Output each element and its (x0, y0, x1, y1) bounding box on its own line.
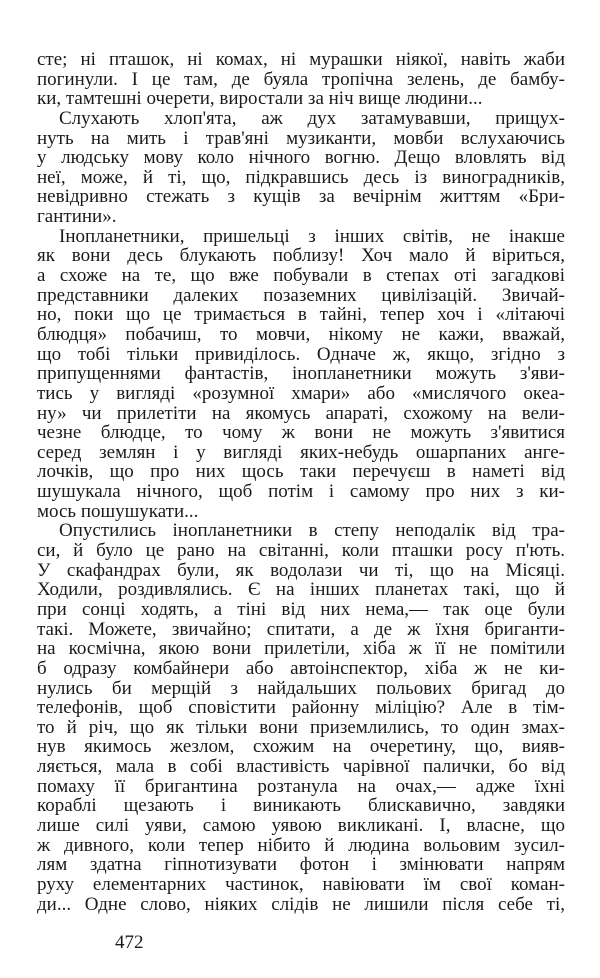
text-line: такі. Можете, звичайно; спитати, а де ж їхня бриганти- (37, 618, 565, 640)
text-line: неї, може, й ті, що, підкравшись десь із виноградників, (37, 166, 565, 188)
text-line: У скафандрах були, як водолази чи ті, що на Місяці. (37, 559, 565, 581)
text-line: Ходили, роздивлялись. Є на інших планетах такі, що й (37, 579, 565, 601)
text-line: у людську мову коло нічного вогню. Дещо вловлять від (37, 147, 565, 169)
text-line: на космічна, якою вони прилетіли, хіба ж її не помітили (37, 638, 565, 660)
text-line: но, поки що це тримається в тайні, тепер хоч і «літаючі (37, 304, 565, 326)
text-line: шушукала нічного, щоб потім і самому про них з ки- (37, 481, 565, 503)
text-line: руху елементарних частинок, навіювати їм свої коман- (37, 873, 565, 895)
text-line: ди... Одне слово, ніяких слідів не лишили після себе ті, (37, 893, 565, 915)
paragraph (37, 50, 565, 109)
text-line: Слухають хлоп'ята, аж дух затамувавши, прищух- (59, 107, 565, 129)
text-line: лише силі уяви, самою уявою викликані. І, власне, що (37, 814, 565, 836)
text-line: нуть на мить і трав'яні музиканти, мовби вслухаючись (37, 127, 565, 149)
text-line: а схоже на те, що вже побували в степах оті загадкові (37, 265, 565, 287)
text-line: нулись би мерщій з найдальших польових бригад до (37, 677, 565, 699)
text-line: ну» чи прилетіти на якомусь апараті, схожому на вели- (37, 402, 565, 424)
text-line: невідривно стежать з кущів за вечірнім життям «Бри- (37, 186, 565, 208)
text-line: мось пошушукати... (37, 500, 199, 522)
text-line: тись у вигляді «розумної хмари» або «мислячого океа- (37, 382, 565, 404)
text-line: представники далеких позаземних цивілізацій. Звичай- (37, 284, 565, 306)
text-line: телефонів, щоб сповістити районну міліцію? Але в тім- (37, 697, 565, 719)
text-line: лям здатна гіпнотизувати фотон і змінювати напрям (37, 854, 565, 876)
text-line: нув якимось жезлом, схожим на очеретину, що, вияв- (37, 736, 565, 758)
text-line: ки, тамтешні очерети, виростали за ніч вище людини... (37, 88, 483, 110)
text-line: гантини». (37, 206, 117, 228)
text-line: погинули. І це там, де буяла тропічна зелень, де бамбу- (37, 68, 565, 90)
text-line: чезне блюдце, то чому ж вони не можуть з'явитися (37, 422, 565, 444)
text-line: серед землян і у вигляді яких-небудь ошарпаних анге- (37, 441, 565, 463)
text-line: при сонці ходять, а тіні від них нема,— так оце були (37, 598, 565, 620)
text-line: ж дивного, коли тепер нібито й людина вольовим зусил- (37, 834, 565, 856)
text-line: ляється, мала в собі властивість чарівної палички, бо від (37, 756, 565, 778)
text-line: що тобі тільки привиділось. Одначе ж, якщо, згідно з (37, 343, 565, 365)
text-line: Інопланетники, пришельці з інших світів, не інакше (59, 225, 565, 247)
text-line: кораблі щезають і виникають блискавично, завдяки (37, 795, 565, 817)
paragraph (37, 109, 565, 227)
text-line: блюдця» побачиш, то мовчи, нікому не кажи, вважай, (37, 323, 565, 345)
page-body-text (37, 50, 565, 914)
text-line: припущеннями фантастів, інопланетники можуть з'яви- (37, 363, 565, 385)
text-line: як вони десь блукають поблизу! Хоч мало й віриться, (37, 245, 565, 267)
text-line: Опустились інопланетники в степу неподалік від тра- (59, 520, 565, 542)
text-line: помаху її бригантина розтанула на очах,— адже їхні (37, 775, 565, 797)
page-number: 472 (115, 932, 144, 953)
paragraph (37, 521, 565, 914)
text-line: б одразу комбайнери або автоінспектор, хіба ж не ки- (37, 657, 565, 679)
paragraph (37, 227, 565, 522)
text-line: си, й було це рано на світанні, коли пташки росу п'ють. (37, 540, 565, 562)
text-line: лочків, що про них щось таки перечуєш в наметі від (37, 461, 565, 483)
text-line: сте; ні пташок, ні комах, ні мурашки ніякої, навіть жаби (37, 49, 565, 70)
text-line: то й річ, що як тільки вони приземлились, то один змах- (37, 716, 565, 738)
